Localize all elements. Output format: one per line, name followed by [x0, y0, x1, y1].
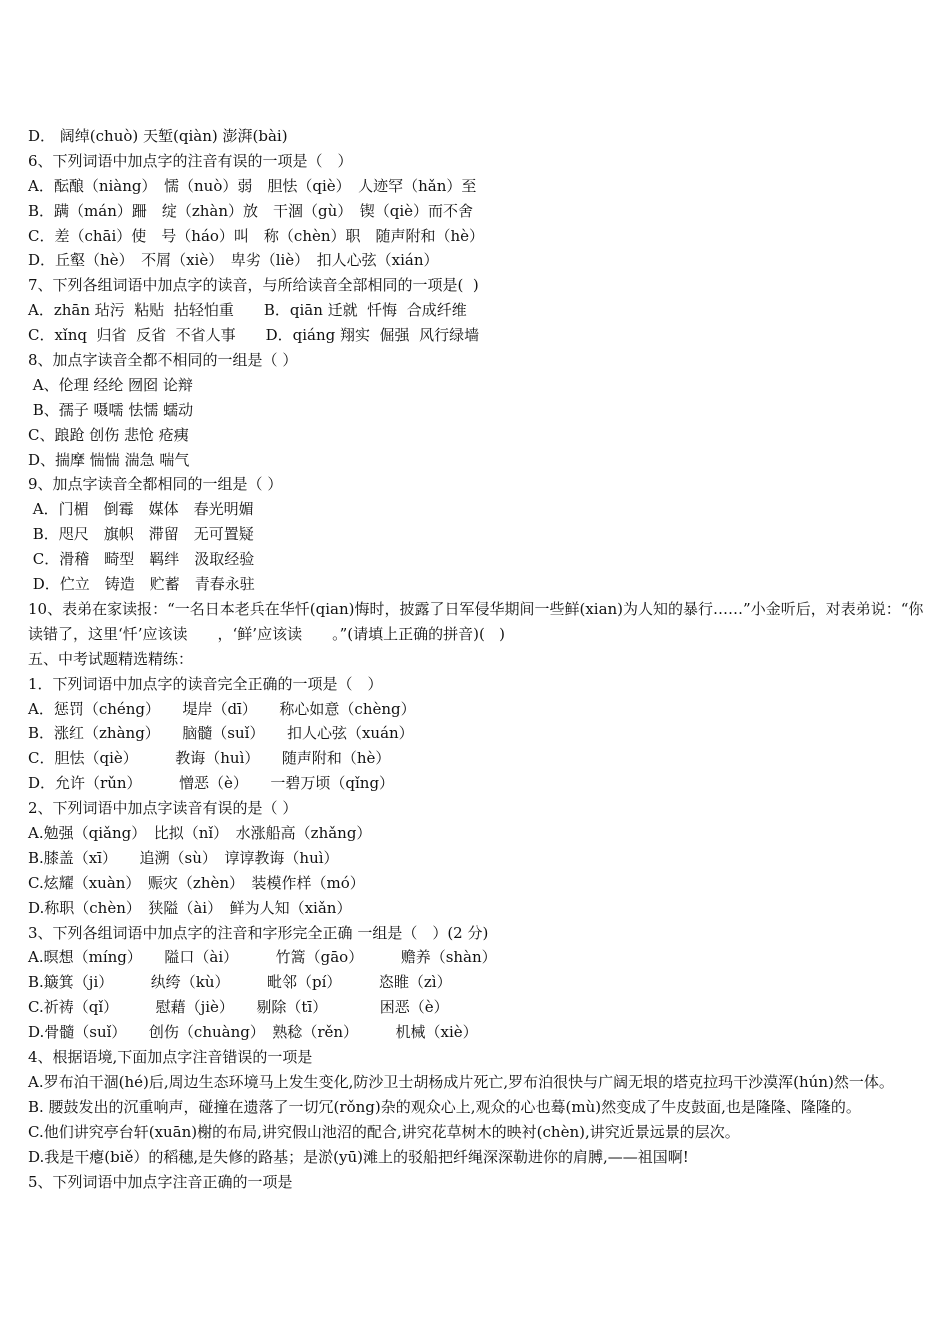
- option-line: C、踉跄 创伤 悲怆 疮痍: [28, 425, 189, 444]
- option-line: A.罗布泊干涸(hé)后,周边生态环境马上发生变化,防沙卫士胡杨成片死亡,罗布泊很快与广阔无垠的塔克拉玛干沙漠浑(hún)然一体。: [28, 1072, 894, 1091]
- option-line: B.膝盖（xī） 追溯（sù） 谆谆教诲（huì）: [28, 848, 339, 867]
- option-line: D.骨髓（suǐ） 创伤（chuàng） 熟稔（rěn） 机械（xiè）: [28, 1023, 478, 1042]
- exam-question-1-stem: 1．下列词语中加点字的读音完全正确的一项是（ ）: [28, 674, 383, 693]
- option-line: B.簸箕（ji） 纨绔（kù） 毗邻（pí） 恣睢（zì）: [28, 973, 452, 992]
- option-line: B、孺子 嗫嚅 怯懦 蠕动: [28, 400, 194, 419]
- option-line: D．允许（rǔn） 憎恶（è） 一碧万顷（qǐng）: [28, 774, 395, 793]
- question-6-stem: 6、下列词语中加点字的注音有误的一项是（ ）: [28, 151, 353, 170]
- question-7-stem: 7、下列各组词语中加点字的读音，与所给读音全部相同的一项是( ): [28, 276, 479, 295]
- option-line: C．差（chāi）使 号（háo）叫 称（chèn）职 随声附和（hè）: [28, 226, 485, 245]
- option-line: B．蹒（mán）跚 绽（zhàn）放 干涸（gù） 锲（qiè）而不舍: [28, 201, 474, 220]
- option-line: B．涨红（zhàng） 脑髓（suǐ） 扣人心弦（xuán）: [28, 724, 414, 743]
- exam-question-4-stem: 4、根据语境,下面加点字注音错误的一项是: [28, 1047, 313, 1066]
- option-line: C.他们讲究亭台轩(xuān)榭的布局,讲究假山池沼的配合,讲究花草树木的映衬(chèn),讲究近景远景的层次。: [28, 1122, 740, 1141]
- option-line: A．惩罚（chéng） 堤岸（dī） 称心如意（chèng）: [28, 699, 416, 718]
- text-line: D． 阔绰(chuò) 天堑(qiàn) 澎湃(bài): [28, 127, 288, 145]
- question-8-stem: 8、加点字读音全都不相同的一组是（ ）: [28, 351, 298, 370]
- option-line: D、揣摩 惴惴 湍急 喘气: [28, 450, 190, 469]
- option-line: C.炫耀（xuàn） 赈灾（zhèn） 装模作样（mó）: [28, 873, 365, 892]
- option-line: A.勉强（qiǎng） 比拟（nǐ） 水涨船高（zhǎng）: [28, 823, 372, 842]
- option-line: A.暝想（míng） 隘口（ài） 竹篙（gāo） 赡养（shàn）: [28, 948, 497, 967]
- option-line: C.祈祷（qǐ） 慰藉（jiè） 剔除（tī） 困恶（è）: [28, 998, 449, 1017]
- question-9-stem: 9、加点字读音全都相同的一组是（ ）: [28, 475, 283, 494]
- exam-question-2-stem: 2、下列词语中加点字读音有误的是（ ）: [28, 799, 298, 818]
- section-heading: 五、中考试题精选精练：: [28, 649, 194, 668]
- option-line: C．胆怯（qiè） 教诲（huì） 随声附和（hè）: [28, 749, 391, 768]
- option-line: D.称职（chèn） 狭隘（ài） 鲜为人知（xiǎn）: [28, 898, 352, 917]
- option-line: A、伦理 经纶 囫囵 论辩: [28, 375, 193, 394]
- option-line: A．门楣 倒霉 媒体 春光明媚: [28, 500, 254, 519]
- question-10-stem: 10、表弟在家读报：“一名日本老兵在华忏(qian)悔时，披露了日军侵华期间一些鲜(xian)为人知的暴行……”小金听后，对表弟说：“你读错了，这里‘忏’应该读 ，‘鲜’应该读 。”(请填上正确的拼音)( ): [28, 599, 924, 643]
- option-line: C．xǐnq 归省 反省 不省人事 D．qiáng 翔实 倔强 风行绿墙: [28, 326, 480, 345]
- option-line: B．咫尺 旗帜 滞留 无可置疑: [28, 525, 254, 544]
- exam-question-3-stem: 3、下列各组词语中加点字的注音和字形完全正确 一组是（ ）(2 分): [28, 923, 489, 942]
- option-line: D．伫立 铸造 贮蓄 青春永驻: [28, 575, 255, 594]
- option-line: A．zhān 玷污 粘贴 拈轻怕重 B．qiān 迁就 忏悔 合成纤维: [28, 301, 467, 320]
- option-line: B. 腰鼓发出的沉重响声，碰撞在遗落了一切冗(rǒng)杂的观众心上,观众的心也蓦(mù)然变成了牛皮鼓面,也是隆隆、隆隆的。: [28, 1097, 861, 1116]
- option-line: C．滑稽 畸型 羁绊 汲取经验: [28, 550, 255, 569]
- option-line: A．酝酿（niàng） 懦（nuò）弱 胆怯（qiè） 人迹罕（hǎn）至: [28, 176, 477, 195]
- option-line: D.我是干瘪(biě）的稻穗,是失修的路基；是淤(yū)滩上的驳船把纤绳深深勒进你的肩膊,——祖国啊!: [28, 1147, 689, 1166]
- document-page: [28, 124, 924, 1194]
- option-line: D．丘壑（hè） 不屑（xiè） 卑劣（liè） 扣人心弦（xián）: [28, 251, 439, 270]
- exam-question-5-stem: 5、下列词语中加点字注音正确的一项是: [28, 1172, 293, 1191]
